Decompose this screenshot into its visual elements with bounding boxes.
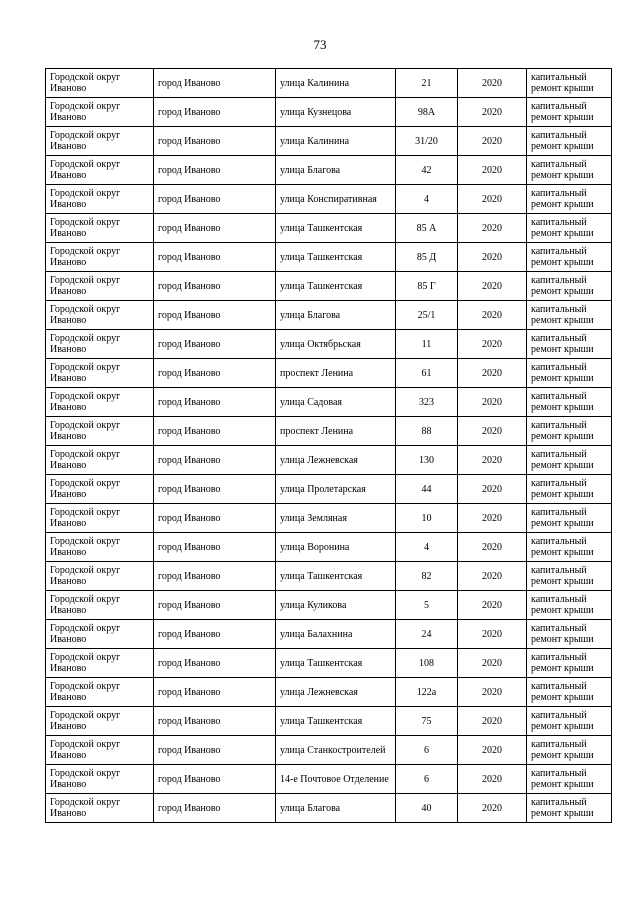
street-cell: улица Земляная <box>276 504 396 533</box>
year-cell: 2020 <box>458 736 527 765</box>
work-type-cell: капитальный ремонт крыши <box>527 156 612 185</box>
year-cell: 2020 <box>458 127 527 156</box>
house-number-cell: 61 <box>396 359 458 388</box>
house-number-cell: 6 <box>396 765 458 794</box>
street-cell: улица Лежневская <box>276 678 396 707</box>
year-cell: 2020 <box>458 243 527 272</box>
year-cell: 2020 <box>458 214 527 243</box>
table-body <box>46 69 612 823</box>
table-row <box>46 591 612 620</box>
year-cell: 2020 <box>458 417 527 446</box>
page-number: 73 <box>313 37 327 52</box>
table-row <box>46 794 612 823</box>
house-number-cell: 21 <box>396 69 458 98</box>
work-type-cell: капитальный ремонт крыши <box>527 620 612 649</box>
street-cell: улица Лежневская <box>276 446 396 475</box>
street-cell: улица Конспиративная <box>276 185 396 214</box>
work-type-cell: капитальный ремонт крыши <box>527 736 612 765</box>
settlement-cell: город Иваново <box>154 214 276 243</box>
year-cell: 2020 <box>458 301 527 330</box>
table-row <box>46 620 612 649</box>
settlement-cell: город Иваново <box>154 707 276 736</box>
street-cell: проспект Ленина <box>276 417 396 446</box>
street-cell: улица Калинина <box>276 127 396 156</box>
table-row <box>46 736 612 765</box>
settlement-cell: город Иваново <box>154 185 276 214</box>
house-number-cell: 11 <box>396 330 458 359</box>
table-row <box>46 649 612 678</box>
work-type-cell: капитальный ремонт крыши <box>527 388 612 417</box>
table-row <box>46 272 612 301</box>
settlement-cell: город Иваново <box>154 243 276 272</box>
table-row <box>46 388 612 417</box>
municipal-district-cell: Городской округ Иваново <box>46 533 154 562</box>
house-number-cell: 85 А <box>396 214 458 243</box>
settlement-cell: город Иваново <box>154 98 276 127</box>
year-cell: 2020 <box>458 591 527 620</box>
year-cell: 2020 <box>458 185 527 214</box>
settlement-cell: город Иваново <box>154 794 276 823</box>
house-number-cell: 44 <box>396 475 458 504</box>
table-row <box>46 98 612 127</box>
house-number-cell: 108 <box>396 649 458 678</box>
year-cell: 2020 <box>458 98 527 127</box>
settlement-cell: город Иваново <box>154 446 276 475</box>
street-cell: улица Кузнецова <box>276 98 396 127</box>
house-number-cell: 4 <box>396 533 458 562</box>
street-cell: улица Октябрьская <box>276 330 396 359</box>
table-row <box>46 562 612 591</box>
street-cell: улица Садовая <box>276 388 396 417</box>
house-number-cell: 323 <box>396 388 458 417</box>
municipal-district-cell: Городской округ Иваново <box>46 388 154 417</box>
table-row <box>46 475 612 504</box>
work-type-cell: капитальный ремонт крыши <box>527 301 612 330</box>
table-row <box>46 446 612 475</box>
table-row <box>46 243 612 272</box>
table-row <box>46 214 612 243</box>
street-cell: улица Благова <box>276 794 396 823</box>
year-cell: 2020 <box>458 765 527 794</box>
settlement-cell: город Иваново <box>154 591 276 620</box>
table-row <box>46 69 612 98</box>
settlement-cell: город Иваново <box>154 678 276 707</box>
municipal-district-cell: Городской округ Иваново <box>46 243 154 272</box>
settlement-cell: город Иваново <box>154 736 276 765</box>
house-number-cell: 31/20 <box>396 127 458 156</box>
year-cell: 2020 <box>458 562 527 591</box>
year-cell: 2020 <box>458 533 527 562</box>
municipal-district-cell: Городской округ Иваново <box>46 678 154 707</box>
house-number-cell: 98А <box>396 98 458 127</box>
settlement-cell: город Иваново <box>154 417 276 446</box>
house-number-cell: 40 <box>396 794 458 823</box>
year-cell: 2020 <box>458 69 527 98</box>
municipal-district-cell: Городской округ Иваново <box>46 417 154 446</box>
municipal-district-cell: Городской округ Иваново <box>46 620 154 649</box>
work-type-cell: капитальный ремонт крыши <box>527 214 612 243</box>
year-cell: 2020 <box>458 475 527 504</box>
repair-schedule-table <box>45 68 612 823</box>
municipal-district-cell: Городской округ Иваново <box>46 475 154 504</box>
settlement-cell: город Иваново <box>154 156 276 185</box>
work-type-cell: капитальный ремонт крыши <box>527 504 612 533</box>
house-number-cell: 122а <box>396 678 458 707</box>
house-number-cell: 24 <box>396 620 458 649</box>
municipal-district-cell: Городской округ Иваново <box>46 98 154 127</box>
table-row <box>46 330 612 359</box>
street-cell: улица Ташкентская <box>276 214 396 243</box>
municipal-district-cell: Городской округ Иваново <box>46 156 154 185</box>
street-cell: улица Ташкентская <box>276 562 396 591</box>
street-cell: 14-е Почтовое Отделение <box>276 765 396 794</box>
work-type-cell: капитальный ремонт крыши <box>527 765 612 794</box>
municipal-district-cell: Городской округ Иваново <box>46 69 154 98</box>
table-row <box>46 185 612 214</box>
year-cell: 2020 <box>458 649 527 678</box>
street-cell: улица Ташкентская <box>276 272 396 301</box>
municipal-district-cell: Городской округ Иваново <box>46 504 154 533</box>
year-cell: 2020 <box>458 620 527 649</box>
work-type-cell: капитальный ремонт крыши <box>527 359 612 388</box>
house-number-cell: 85 Г <box>396 272 458 301</box>
settlement-cell: город Иваново <box>154 475 276 504</box>
settlement-cell: город Иваново <box>154 69 276 98</box>
year-cell: 2020 <box>458 504 527 533</box>
settlement-cell: город Иваново <box>154 127 276 156</box>
work-type-cell: капитальный ремонт крыши <box>527 591 612 620</box>
year-cell: 2020 <box>458 707 527 736</box>
street-cell: улица Ташкентская <box>276 243 396 272</box>
table-row <box>46 504 612 533</box>
house-number-cell: 4 <box>396 185 458 214</box>
municipal-district-cell: Городской округ Иваново <box>46 359 154 388</box>
municipal-district-cell: Городской округ Иваново <box>46 794 154 823</box>
street-cell: улица Станкостроителей <box>276 736 396 765</box>
settlement-cell: город Иваново <box>154 359 276 388</box>
year-cell: 2020 <box>458 359 527 388</box>
work-type-cell: капитальный ремонт крыши <box>527 98 612 127</box>
street-cell: улица Ташкентская <box>276 649 396 678</box>
work-type-cell: капитальный ремонт крыши <box>527 649 612 678</box>
work-type-cell: капитальный ремонт крыши <box>527 446 612 475</box>
municipal-district-cell: Городской округ Иваново <box>46 707 154 736</box>
table-row <box>46 301 612 330</box>
street-cell: улица Калинина <box>276 69 396 98</box>
year-cell: 2020 <box>458 156 527 185</box>
municipal-district-cell: Городской округ Иваново <box>46 301 154 330</box>
house-number-cell: 10 <box>396 504 458 533</box>
house-number-cell: 82 <box>396 562 458 591</box>
table-row <box>46 156 612 185</box>
year-cell: 2020 <box>458 272 527 301</box>
municipal-district-cell: Городской округ Иваново <box>46 446 154 475</box>
house-number-cell: 6 <box>396 736 458 765</box>
work-type-cell: капитальный ремонт крыши <box>527 562 612 591</box>
street-cell: улица Благова <box>276 301 396 330</box>
municipal-district-cell: Городской округ Иваново <box>46 185 154 214</box>
year-cell: 2020 <box>458 330 527 359</box>
table-row <box>46 127 612 156</box>
work-type-cell: капитальный ремонт крыши <box>527 69 612 98</box>
settlement-cell: город Иваново <box>154 765 276 794</box>
work-type-cell: капитальный ремонт крыши <box>527 272 612 301</box>
table-row <box>46 765 612 794</box>
settlement-cell: город Иваново <box>154 562 276 591</box>
street-cell: улица Куликова <box>276 591 396 620</box>
settlement-cell: город Иваново <box>154 272 276 301</box>
settlement-cell: город Иваново <box>154 533 276 562</box>
work-type-cell: капитальный ремонт крыши <box>527 417 612 446</box>
house-number-cell: 130 <box>396 446 458 475</box>
table-row <box>46 707 612 736</box>
municipal-district-cell: Городской округ Иваново <box>46 127 154 156</box>
table-row <box>46 678 612 707</box>
municipal-district-cell: Городской округ Иваново <box>46 736 154 765</box>
street-cell: улица Балахнина <box>276 620 396 649</box>
work-type-cell: капитальный ремонт крыши <box>527 330 612 359</box>
year-cell: 2020 <box>458 446 527 475</box>
street-cell: улица Воронина <box>276 533 396 562</box>
street-cell: улица Благова <box>276 156 396 185</box>
table-row <box>46 359 612 388</box>
settlement-cell: город Иваново <box>154 301 276 330</box>
house-number-cell: 85 Д <box>396 243 458 272</box>
table-row <box>46 417 612 446</box>
municipal-district-cell: Городской округ Иваново <box>46 591 154 620</box>
settlement-cell: город Иваново <box>154 330 276 359</box>
settlement-cell: город Иваново <box>154 388 276 417</box>
house-number-cell: 25/1 <box>396 301 458 330</box>
municipal-district-cell: Городской округ Иваново <box>46 649 154 678</box>
street-cell: улица Пролетарская <box>276 475 396 504</box>
year-cell: 2020 <box>458 794 527 823</box>
work-type-cell: капитальный ремонт крыши <box>527 127 612 156</box>
settlement-cell: город Иваново <box>154 649 276 678</box>
street-cell: улица Ташкентская <box>276 707 396 736</box>
work-type-cell: капитальный ремонт крыши <box>527 475 612 504</box>
house-number-cell: 75 <box>396 707 458 736</box>
settlement-cell: город Иваново <box>154 620 276 649</box>
municipal-district-cell: Городской округ Иваново <box>46 214 154 243</box>
work-type-cell: капитальный ремонт крыши <box>527 243 612 272</box>
house-number-cell: 88 <box>396 417 458 446</box>
street-cell: проспект Ленина <box>276 359 396 388</box>
work-type-cell: капитальный ремонт крыши <box>527 678 612 707</box>
work-type-cell: капитальный ремонт крыши <box>527 794 612 823</box>
municipal-district-cell: Городской округ Иваново <box>46 765 154 794</box>
municipal-district-cell: Городской округ Иваново <box>46 562 154 591</box>
municipal-district-cell: Городской округ Иваново <box>46 330 154 359</box>
work-type-cell: капитальный ремонт крыши <box>527 707 612 736</box>
work-type-cell: капитальный ремонт крыши <box>527 185 612 214</box>
settlement-cell: город Иваново <box>154 504 276 533</box>
year-cell: 2020 <box>458 678 527 707</box>
house-number-cell: 5 <box>396 591 458 620</box>
year-cell: 2020 <box>458 388 527 417</box>
house-number-cell: 42 <box>396 156 458 185</box>
municipal-district-cell: Городской округ Иваново <box>46 272 154 301</box>
table-row <box>46 533 612 562</box>
work-type-cell: капитальный ремонт крыши <box>527 533 612 562</box>
